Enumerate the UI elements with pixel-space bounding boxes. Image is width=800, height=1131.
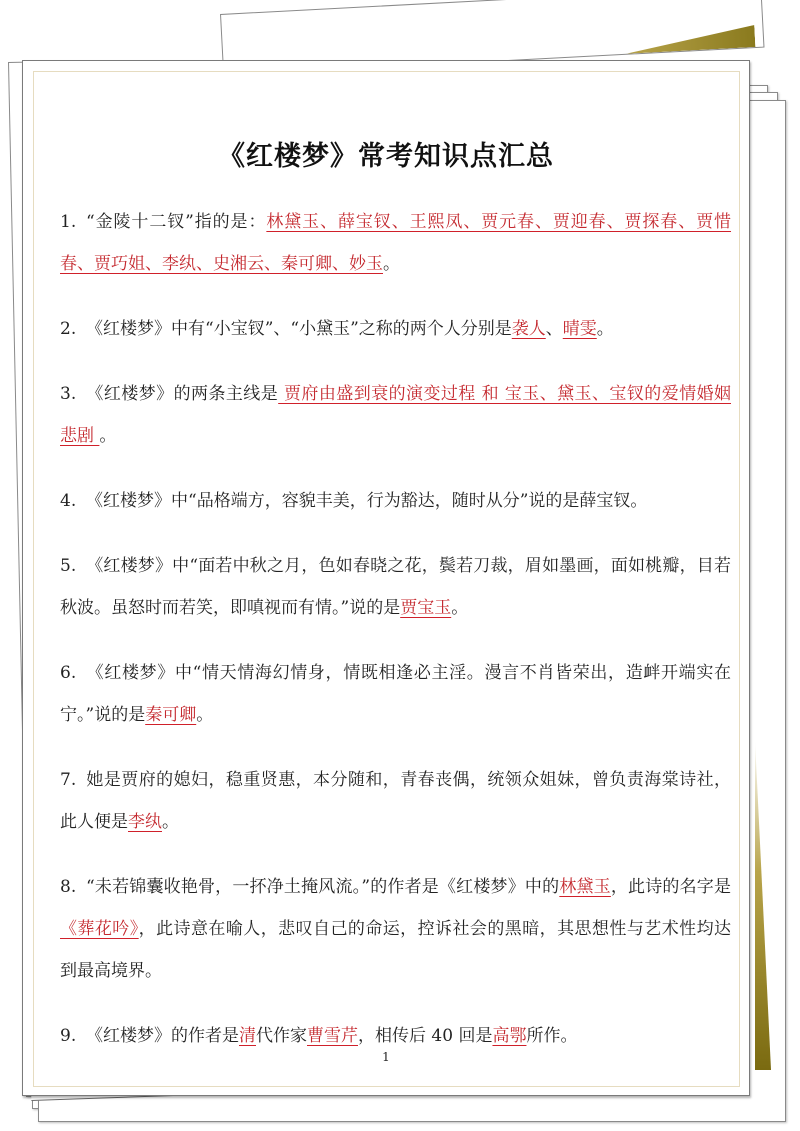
question-text: 。 (451, 598, 469, 618)
answer-text: 林黛玉 (559, 877, 611, 897)
question-text: 所作。 (526, 1026, 578, 1046)
question-text: 。 (383, 254, 400, 274)
answer-text: 晴雯 (562, 319, 597, 339)
answer-text: 秦可卿 (145, 705, 197, 725)
question-item (60, 545, 731, 629)
question-item (60, 373, 731, 457)
document-title: 《红楼梦》常考知识点汇总 (218, 141, 554, 172)
question-text: 。 (596, 319, 614, 339)
question-item (60, 866, 731, 992)
question-text: 。 (196, 705, 214, 725)
page-number: 1 (382, 1050, 390, 1064)
item-number: 2. (60, 319, 77, 339)
question-text: 、 (545, 319, 563, 339)
question-text: “金陵十二钗”指的是： (86, 212, 267, 232)
item-number: 6. (60, 663, 77, 683)
answer-text: 贾府由盛到衰的演变过程 和 宝玉、黛玉、宝钗的爱情婚姻悲剧 (60, 384, 731, 446)
question-text: 《红楼梦》中“品格端方，容貌丰美，行为豁达，随时从分”说的是薛宝钗。 (86, 491, 648, 511)
item-number: 1. (60, 212, 77, 232)
answer-text: 《葬花吟》 (60, 919, 139, 939)
question-item (60, 759, 731, 843)
question-item (60, 308, 731, 350)
question-text: 。 (162, 812, 179, 832)
question-text: ，此诗意在喻人，悲叹自己的命运，控诉社会的黑暗，其思想性与艺术性均达到最高境界。 (60, 919, 731, 981)
question-text: 代作家 (256, 1026, 307, 1046)
question-text: 《红楼梦》中“面若中秋之月，色如春晓之花，鬓若刀裁，眉如墨画，面如桃瓣，目若秋波。虽怒时而若笑，即嗔视而有情。”说的是 (60, 556, 731, 618)
question-text: ，相传后 40 回是 (358, 1026, 493, 1046)
answer-text: 贾宝玉 (400, 598, 452, 618)
item-number: 7. (60, 770, 77, 790)
question-text: 《红楼梦》的两条主线是 (86, 384, 279, 404)
question-item (60, 201, 731, 285)
answer-text: 清 (239, 1026, 256, 1046)
document-page (22, 60, 750, 1096)
question-text: 《红楼梦》中“情天情海幻情身，情既相逢必主淫。漫言不肖皆荣出，造衅开端实在宁。”说的是 (60, 663, 731, 725)
answer-text: 李纨 (128, 812, 162, 832)
question-item (60, 652, 731, 736)
question-text: 。 (99, 426, 117, 446)
item-number: 8. (60, 877, 77, 897)
answer-text: 袭人 (511, 319, 546, 339)
question-text: 《红楼梦》的作者是 (86, 1026, 239, 1046)
question-list (60, 201, 731, 1080)
answer-text: 曹雪芹 (307, 1026, 358, 1046)
answer-text: 林黛玉、薛宝钗、王熙凤、贾元春、贾迎春、贾探春、贾惜春、贾巧姐、李纨、史湘云、秦可卿、妙玉 (60, 212, 732, 274)
question-text: “未若锦囊收艳骨，一抔净土掩风流。”的作者是《红楼梦》中的 (86, 877, 560, 897)
item-number: 4. (60, 491, 77, 511)
item-number: 5. (60, 556, 77, 576)
question-item (60, 480, 731, 522)
answer-text: 高鄂 (492, 1026, 527, 1046)
question-text: ，此诗的名字是 (610, 877, 731, 897)
question-text: 《红楼梦》中有“小宝钗”、“小黛玉”之称的两个人分别是 (86, 319, 512, 339)
gold-corner-decoration (624, 25, 755, 54)
item-number: 3. (60, 384, 77, 404)
question-text: 她是贾府的媳妇，稳重贤惠，本分随和，青春丧偶，统领众姐妹，曾负责海棠诗社，此人便是 (60, 770, 731, 832)
item-number: 9. (60, 1026, 77, 1046)
